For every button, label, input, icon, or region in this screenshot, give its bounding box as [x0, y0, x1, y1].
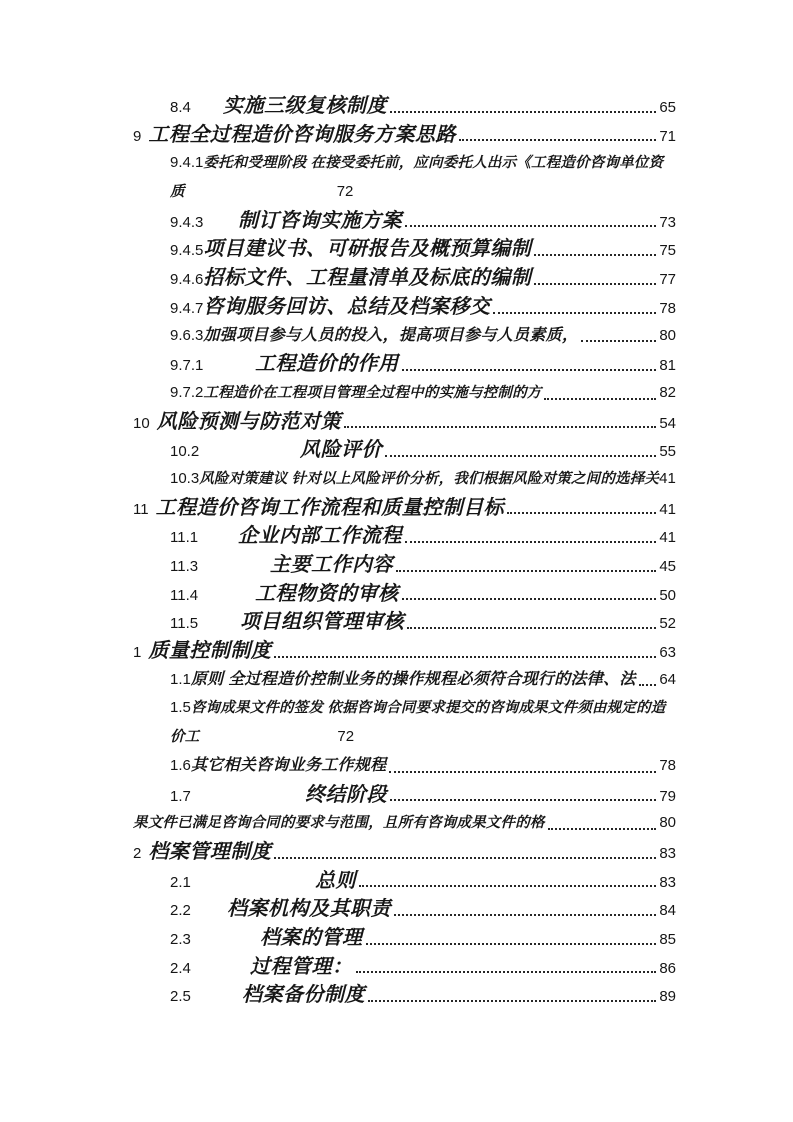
- toc-entry-number: 1.6: [170, 756, 191, 774]
- toc-entry-title: 终结阶段: [305, 783, 387, 806]
- dot-leader: [534, 283, 656, 285]
- toc-entry[interactable]: [125, 551, 676, 580]
- toc-entry-number: 10.3: [170, 469, 200, 487]
- toc-page-number: 71: [659, 127, 676, 145]
- toc-entry-title: 质: [170, 184, 185, 201]
- toc-entry-title: 价工: [170, 729, 200, 746]
- toc-entry[interactable]: [125, 608, 676, 637]
- toc-entry-number: 9: [133, 127, 142, 145]
- toc-entry-number: 1.1: [170, 670, 191, 688]
- toc-page-number: 41: [659, 469, 676, 487]
- toc-entry-title: 主要工作内容: [270, 554, 393, 576]
- toc-page-number: 73: [659, 213, 676, 231]
- toc-entry[interactable]: [125, 694, 676, 723]
- dot-leader: [459, 139, 656, 141]
- toc-entry[interactable]: [125, 293, 676, 322]
- toc-entry[interactable]: [125, 838, 676, 867]
- toc-page-number: 84: [659, 902, 676, 920]
- toc-entry-number: 11.4: [170, 586, 199, 604]
- toc-entry[interactable]: [125, 178, 676, 207]
- toc-entry-number: 2: [133, 844, 142, 862]
- toc-entry-number: 2.1: [170, 873, 191, 891]
- toc-entry-title: 实施三级复核制度: [223, 95, 387, 117]
- toc-entry-title: 工程造价咨询工作流程和质量控制目标: [155, 496, 505, 519]
- toc-entry-number: 1.5: [170, 699, 191, 717]
- dot-leader: [534, 254, 656, 256]
- toc-entry-number: 9.4.5: [170, 242, 204, 260]
- toc-entry[interactable]: [125, 867, 676, 896]
- dot-leader: [356, 971, 657, 973]
- toc-page-number: 72: [336, 183, 354, 201]
- toc-entry-number: 9.4.7: [170, 299, 204, 317]
- toc-entry[interactable]: [125, 637, 676, 666]
- toc-page-number: 63: [659, 644, 676, 662]
- toc-entry-number: 8.4: [170, 99, 191, 116]
- dot-leader: [402, 369, 657, 371]
- table-of-contents: [125, 92, 676, 1010]
- toc-entry[interactable]: [125, 121, 676, 150]
- toc-page-number: 86: [659, 959, 676, 977]
- toc-entry-title: 档案管理制度: [148, 840, 272, 863]
- toc-entry-title: 质量控制制度: [148, 640, 272, 663]
- toc-entry[interactable]: [125, 752, 676, 781]
- dot-leader: [390, 111, 656, 113]
- dot-leader: [581, 340, 656, 342]
- dot-leader: [274, 656, 656, 658]
- toc-entry[interactable]: [125, 207, 676, 236]
- toc-page-number: 45: [659, 558, 676, 575]
- toc-page-number: 83: [659, 873, 676, 891]
- toc-entry[interactable]: [125, 981, 676, 1010]
- toc-entry-number: 1: [133, 644, 142, 662]
- toc-entry[interactable]: [125, 666, 676, 695]
- toc-entry-title: 原则 全过程造价控制业务的操作规程必须符合现行的法律、法: [190, 670, 636, 688]
- toc-entry[interactable]: [125, 350, 676, 379]
- dot-leader: [507, 512, 656, 514]
- toc-page-number: 78: [659, 299, 676, 317]
- toc-entry-number: 2.4: [170, 959, 191, 977]
- toc-entry-title: 工程造价在工程项目管理全过程中的实施与控制的方: [203, 384, 542, 401]
- toc-entry-number: 10: [133, 414, 150, 432]
- toc-entry-number: 2.2: [170, 902, 191, 920]
- toc-entry[interactable]: [125, 895, 676, 924]
- toc-entry-number: 9.7.1: [170, 357, 204, 375]
- toc-entry[interactable]: [125, 522, 676, 551]
- toc-entry-title: 招标文件、工程量清单及标底的编制: [203, 267, 532, 290]
- toc-entry[interactable]: [125, 781, 676, 810]
- toc-page-number: 75: [659, 242, 676, 260]
- toc-entry-title: 总则: [315, 869, 356, 892]
- toc-entry-title: 果文件已满足咨询合同的要求与范围，且所有咨询成果文件的格: [133, 815, 545, 832]
- mid-line-spacer: [199, 740, 337, 741]
- toc-entry-title: 工程全过程造价咨询服务方案思路: [148, 123, 456, 146]
- toc-entry-title: 过程管理：: [250, 955, 353, 978]
- toc-entry-title: 咨询成果文件的签发 依据咨询合同要求提交的咨询成果文件须由规定的造: [190, 700, 666, 717]
- toc-entry-title: 项目建议书、可研报告及概预算编制: [203, 238, 532, 261]
- toc-page-number: 41: [659, 500, 676, 518]
- dot-leader: [394, 914, 656, 916]
- toc-entry[interactable]: [125, 235, 676, 264]
- toc-page-number: 54: [659, 414, 676, 432]
- toc-entry-title: 风险预测与防范对策: [156, 410, 342, 433]
- toc-page-number: 82: [659, 383, 676, 401]
- toc-page-number: 80: [659, 326, 676, 344]
- toc-entry-number: 9.6.3: [170, 326, 204, 344]
- toc-page-number: 81: [659, 357, 676, 375]
- toc-entry-number: 10.2: [170, 443, 200, 461]
- toc-entry-title: 档案备份制度: [242, 984, 365, 1007]
- toc-entry-title: 咨询服务回访、总结及档案移交: [203, 295, 491, 318]
- dot-leader: [396, 570, 656, 572]
- toc-page-number: 65: [659, 99, 676, 116]
- toc-entry[interactable]: [125, 149, 676, 178]
- toc-entry[interactable]: [125, 580, 676, 609]
- toc-entry-title: 工程造价的作用: [255, 353, 399, 376]
- dot-leader: [390, 799, 656, 801]
- toc-entry-number: 2.5: [170, 988, 191, 1006]
- dot-leader: [389, 771, 656, 773]
- toc-page-number: 64: [659, 670, 676, 688]
- toc-page-number: 77: [659, 271, 676, 289]
- toc-entry[interactable]: [125, 809, 676, 838]
- toc-entry[interactable]: [125, 953, 676, 982]
- toc-entry-title: 风险评价: [300, 439, 382, 462]
- toc-entry-title: 企业内部工作流程: [238, 525, 402, 548]
- dot-leader: [366, 943, 657, 945]
- dot-leader: [402, 598, 657, 600]
- toc-entry-number: 11: [133, 500, 149, 518]
- toc-entry[interactable]: [125, 465, 676, 494]
- toc-entry[interactable]: [125, 379, 676, 408]
- toc-entry[interactable]: [125, 92, 676, 121]
- dot-leader: [548, 828, 657, 830]
- toc-page-number: 50: [659, 586, 676, 604]
- toc-entry-number: 11.1: [170, 529, 199, 547]
- dot-leader: [344, 426, 656, 428]
- toc-entry-number: 9.7.2: [170, 383, 204, 401]
- toc-page-number: 72: [337, 728, 355, 746]
- dot-leader: [274, 857, 656, 859]
- toc-entry-title: 委托和受理阶段 在接受委托前，应向委托人出示《工程造价咨询单位资: [203, 155, 664, 172]
- toc-entry-number: 9.4.6: [170, 271, 204, 289]
- toc-entry-title: 其它相关咨询业务工作规程: [190, 756, 387, 774]
- toc-entry[interactable]: [125, 494, 676, 523]
- toc-page-number: 83: [659, 844, 676, 862]
- toc-entry[interactable]: [125, 436, 676, 465]
- toc-entry-title: 加强项目参与人员的投入，提高项目参与人员素质，: [203, 326, 579, 344]
- toc-entry-number: 2.3: [170, 930, 191, 948]
- dot-leader: [405, 541, 656, 543]
- dot-leader: [359, 885, 656, 887]
- toc-entry[interactable]: [125, 322, 676, 351]
- toc-entry-title: 档案的管理: [260, 926, 363, 949]
- mid-line-spacer: [185, 195, 337, 196]
- toc-entry[interactable]: [125, 264, 676, 293]
- toc-entry-title: 项目组织管理审核: [240, 611, 404, 634]
- toc-page-number: 80: [659, 814, 676, 832]
- toc-page-number: 52: [659, 615, 676, 633]
- toc-entry-title: 工程物资的审核: [255, 582, 399, 605]
- toc-entry-number: 11.3: [170, 558, 199, 575]
- dot-leader: [639, 684, 657, 686]
- toc-entry-title: 档案机构及其职责: [227, 898, 391, 921]
- toc-entry-number: 9.4.1: [170, 154, 204, 172]
- dot-leader: [385, 455, 656, 457]
- toc-page-number: 41: [659, 529, 676, 547]
- toc-page-number: 55: [659, 443, 676, 461]
- toc-entry-number: 1.7: [170, 787, 191, 805]
- toc-entry-title: 风险对策建议 针对以上风险评价分析，我们根据风险对策之间的选择关: [199, 470, 660, 487]
- toc-page-number: 78: [659, 756, 676, 774]
- dot-leader: [407, 627, 656, 629]
- dot-leader: [405, 225, 656, 227]
- dot-leader: [544, 398, 656, 400]
- toc-entry-number: 9.4.3: [170, 213, 204, 231]
- toc-page-number: 85: [659, 930, 676, 948]
- toc-entry-title: 制订咨询实施方案: [238, 209, 402, 232]
- dot-leader: [368, 1000, 656, 1002]
- toc-entry[interactable]: [125, 408, 676, 437]
- toc-entry[interactable]: [125, 924, 676, 953]
- toc-page-number: 79: [659, 787, 676, 805]
- toc-entry-number: 11.5: [170, 615, 199, 633]
- toc-page-number: 89: [659, 988, 676, 1006]
- dot-leader: [493, 312, 656, 314]
- toc-entry[interactable]: [125, 723, 676, 752]
